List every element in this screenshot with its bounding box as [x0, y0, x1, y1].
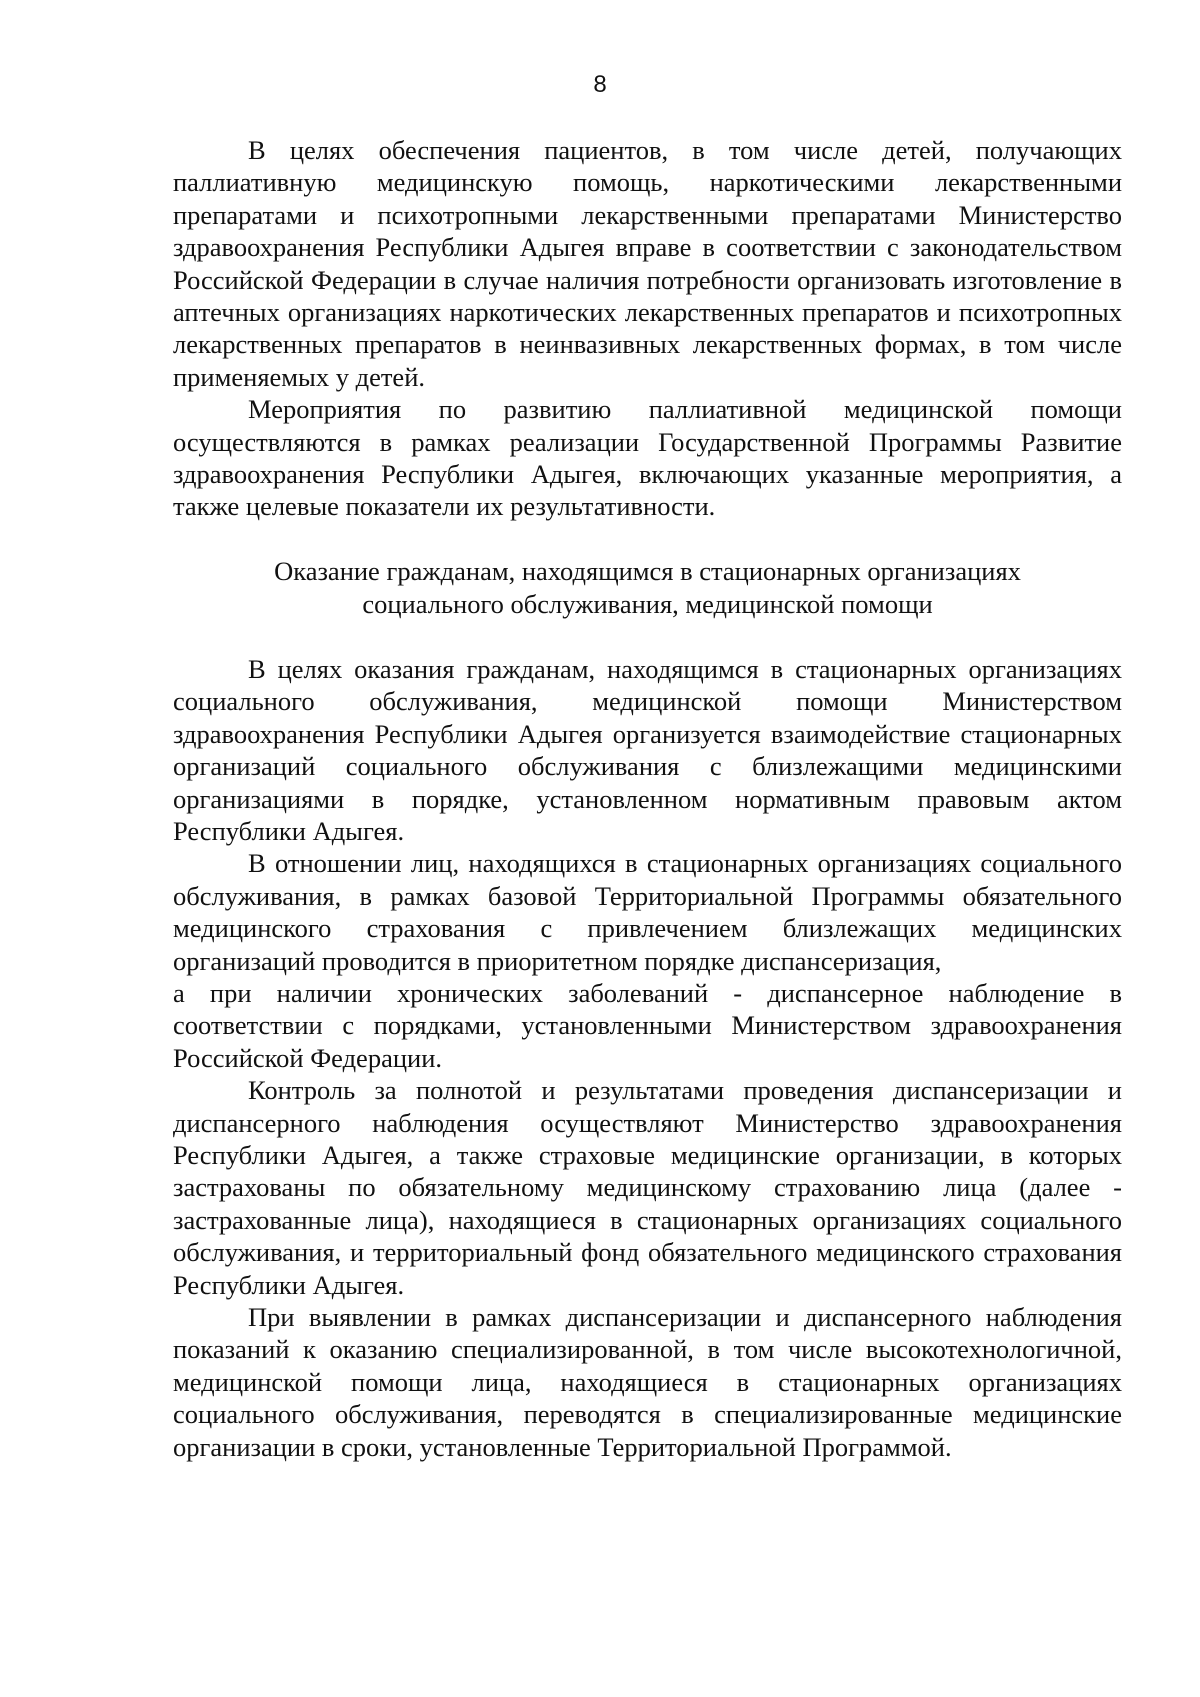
section-heading — [173, 555, 1122, 621]
section-heading-line-1: Оказание гражданам, находящимся в стационарных организациях — [274, 555, 1021, 586]
paragraph-specialized-transfer: При выявлении в рамках диспансеризации и диспансерного наблюдения показаний к оказанию специализированной, в том числе высокотехнологичной, медицинской помощи лица, находящиеся в стационарных организациях социального обслуживания, переводятся в специализированные медицинские организации в сроки, установленные Территориальной Программой. — [173, 1302, 1122, 1462]
paragraph-chronic-observation: а при наличии хронических заболеваний - диспансерное наблюдение в соответствии с порядками, установленными Министерством здравоохранения Российской Федерации. — [173, 977, 1122, 1073]
paragraph-dispensarization: В отношении лиц, находящихся в стационарных организациях социального обслуживания, в рамках базовой Территориальной Программы обязательного медицинского страхования с привлечением близлежащих медицинских организаций проводится в приоритетном порядке диспансеризация, — [173, 848, 1122, 976]
section-heading-line-2: социального обслуживания, медицинской помощи — [362, 588, 933, 619]
paragraph-palliative-measures: Мероприятия по развитию паллиативной медицинской помощи осуществляются в рамках реализации Государственной Программы Развитие здравоохранения Республики Адыгея, включающих указанные мероприятия, а также целевые показатели их результативности. — [173, 394, 1122, 522]
document-body — [173, 134, 1122, 1463]
paragraph-social-care-cooperation: В целях оказания гражданам, находящимся в стационарных организациях социального обслуживания, медицинской помощи Министерством здравоохранения Республики Адыгея организуется взаимодействие стационарных организаций социального обслуживания с близлежащими медицинскими организациями в порядке, установленном нормативным правовым актом Республики Адыгея. — [173, 653, 1122, 846]
paragraph-control: Контроль за полнотой и результатами проведения диспансеризации и диспансерного наблюдения осуществляют Министерство здравоохранения Республики Адыгея, а также страховые медицинские организации, в которых застрахованы по обязательному медицинскому страхованию лица (далее - застрахованные лица), находящиеся в стационарных организациях социального обслуживания, и территориальный фонд обязательного медицинского страхования Республики Адыгея. — [173, 1075, 1122, 1300]
page-number: 8 — [593, 71, 607, 98]
paragraph-narcotic-drugs: В целях обеспечения пациентов, в том числе детей, получающих паллиативную медицинскую помощь, наркотическими лекарственными препаратами и психотропными лекарственными препаратами Министерство здравоохранения Республики Адыгея вправе в соответствии с законодательством Российской Федерации в случае наличия потребности организовать изготовление в аптечных организациях наркотических лекарственных препаратов и психотропных лекарственных препаратов в неинвазивных лекарственных формах, в том числе применяемых у детей. — [173, 135, 1122, 392]
